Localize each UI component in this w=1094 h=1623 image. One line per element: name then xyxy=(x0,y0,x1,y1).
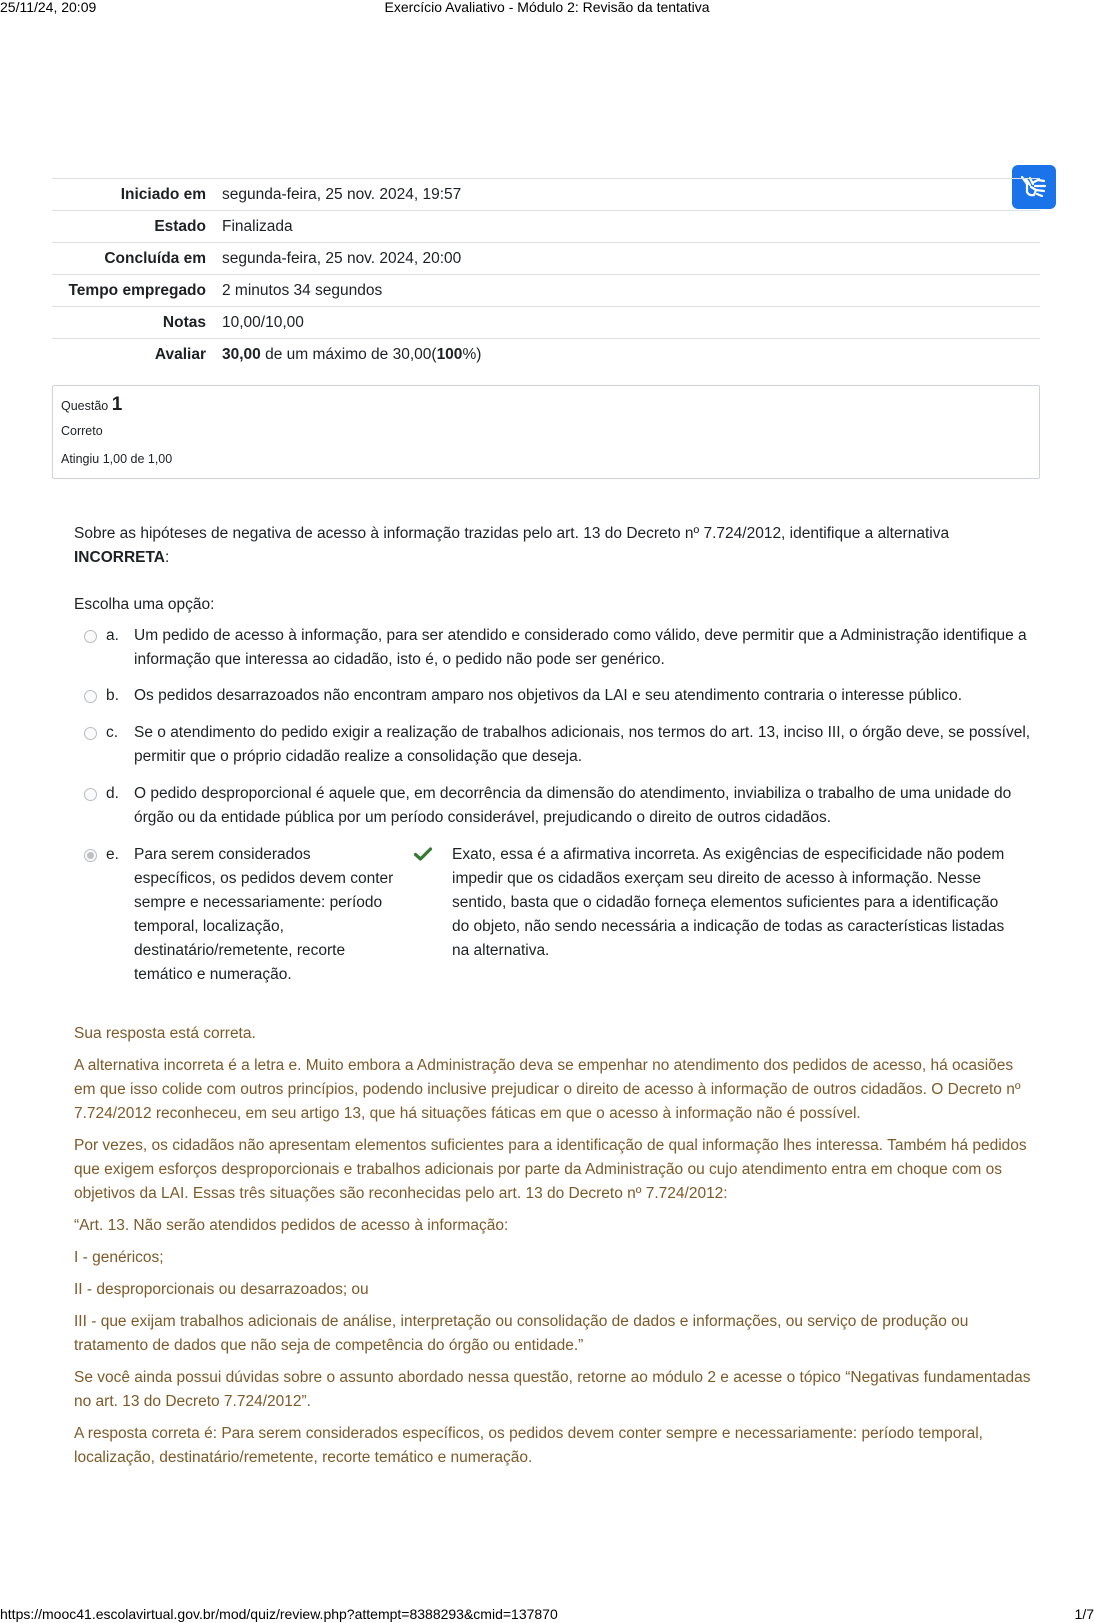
radio-d[interactable] xyxy=(84,788,97,801)
answer-text: Os pedidos desarrazoados não encontram amparo nos objetivos da LAI e seu atendimento contraria o interesse público. xyxy=(134,687,963,704)
summary-row-time xyxy=(52,275,1040,307)
grade-middle: de um máximo de 30,00( xyxy=(260,346,437,363)
answer-text: Para serem considerados específicos, os pedidos devem conter sempre e necessariamente: período temporal, localização, destinatário/remetente, recorte temático e numeração. xyxy=(134,846,394,983)
completed-label: Concluída em xyxy=(52,243,214,275)
summary-row-grade xyxy=(52,339,1040,371)
radio-b[interactable] xyxy=(84,690,97,703)
question-state: Correto xyxy=(61,424,103,438)
grade-value xyxy=(214,339,1040,371)
answer-letter: c. xyxy=(106,724,119,741)
summary-row-state xyxy=(52,211,1040,243)
answer-text: Um pedido de acesso à informação, para ser atendido e considerado como válido, deve permitir que a Administração identifique a informação que interessa ao cidadão, isto é, o pedido não pode ser genérico. xyxy=(134,627,1027,668)
marks-label: Notas xyxy=(52,307,214,339)
print-header xyxy=(0,0,1094,18)
answer-prompt: Escolha uma opção: xyxy=(74,596,215,613)
feedback-paragraph: Por vezes, os cidadãos não apresentam elementos suficientes para a identificação de qual informação lhes interessa. Também há pedidos que exigem esforços desproporcionais e trabalhos adicionais por parte da Administração ou cujo atendimento entra em choque com os objetivos da LAI. Essas três situações são reconhecidas pelo art. 13 do Decreto nº 7.724/2012: xyxy=(74,1137,1027,1202)
answer-feedback: Exato, essa é a afirmativa incorreta. As exigências de especificidade não podem impedir que os cidadãos exerçam seu direito de acesso à informação. Nesse sentido, basta que o cidadão forneça elementos suficientes para a identificação do objeto, não sendo necessária a indicação de todas as características listadas na alternativa. xyxy=(452,846,1005,959)
feedback-paragraph: A alternativa incorreta é a letra e. Muito embora a Administração deva se empenhar no atendimento dos pedidos de acesso, há ocasiões em que isso colide com outros princípios, podendo inclusive prejudicar o direito de acesso à informação de outros cidadãos. O Decreto nº 7.724/2012 reconheceu, em seu artigo 13, que há situações fáticas em que o acesso à informação não é possível. xyxy=(74,1057,1021,1122)
grade-label: Avaliar xyxy=(52,339,214,371)
question-info-box xyxy=(52,385,1040,479)
state-value: Finalizada xyxy=(214,211,1040,243)
feedback-paragraph: Sua resposta está correta. xyxy=(74,1025,256,1042)
summary-row-marks xyxy=(52,307,1040,339)
state-label: Estado xyxy=(52,211,214,243)
question-text-main: Sobre as hipóteses de negativa de acesso à informação trazidas pelo art. 13 do Decreto nº 7.724/2012, identifique a alternativa xyxy=(74,525,950,542)
question-text xyxy=(74,522,1034,570)
print-title: Exercício Avaliativo - Módulo 2: Revisão da tentativa xyxy=(384,0,710,15)
print-url: https://mooc41.escolavirtual.gov.br/mod/quiz/review.php?attempt=8388293&cmid=137870 xyxy=(0,1606,558,1622)
answer-text: O pedido desproporcional é aquele que, em decorrência da dimensão do atendimento, inviabiliza o trabalho de uma unidade do órgão ou da entidade pública por um período considerável, prejudicando o direito de outros cidadãos. xyxy=(134,785,1012,826)
time-label: Tempo empregado xyxy=(52,275,214,307)
grade-percent: 100 xyxy=(436,346,463,363)
summary-row-completed xyxy=(52,243,1040,275)
answer-letter: a. xyxy=(106,627,119,644)
print-date: 25/11/24, 20:09 xyxy=(0,0,97,15)
completed-value: segunda-feira, 25 nov. 2024, 20:00 xyxy=(214,243,1040,275)
feedback-paragraph: “Art. 13. Não serão atendidos pedidos de acesso à informação: xyxy=(74,1217,509,1234)
marks-value: 10,00/10,00 xyxy=(214,307,1040,339)
question-label: Questão xyxy=(61,399,109,413)
started-value: segunda-feira, 25 nov. 2024, 19:57 xyxy=(214,179,1040,211)
radio-a[interactable] xyxy=(84,630,97,643)
feedback-paragraph: A resposta correta é: Para serem considerados específicos, os pedidos devem conter sempre e necessariamente: período temporal, localização, destinatário/remetente, recorte temático e numeração. xyxy=(74,1425,983,1466)
attempt-summary-table xyxy=(52,178,1040,370)
question-text-end: : xyxy=(165,549,170,566)
summary-row-started xyxy=(52,179,1040,211)
question-number-value: 1 xyxy=(111,394,123,415)
radio-e[interactable] xyxy=(84,849,97,862)
answer-text: Se o atendimento do pedido exigir a realização de trabalhos adicionais, nos termos do art. 13, inciso III, o órgão deve, se possível, permitir que o próprio cidadão realize a consolidação que deseja. xyxy=(134,724,1031,765)
grade-score: 30,00 xyxy=(222,346,261,363)
print-footer xyxy=(0,1604,1094,1623)
answer-letter: d. xyxy=(106,785,119,802)
print-page-number: 1/7 xyxy=(1074,1606,1094,1622)
check-icon xyxy=(414,847,432,861)
time-value: 2 minutos 34 segundos xyxy=(214,275,1040,307)
question-number xyxy=(61,394,122,416)
question-text-bold: INCORRETA xyxy=(74,549,165,566)
general-feedback xyxy=(74,1022,1034,1478)
answer-letter: e. xyxy=(106,846,119,863)
answer-letter: b. xyxy=(106,687,119,704)
feedback-paragraph: I - genéricos; xyxy=(74,1249,164,1266)
feedback-paragraph: Se você ainda possui dúvidas sobre o assunto abordado nessa questão, retorne ao módulo 2 e acesse o tópico “Negativas fundamentadas no art. 13 do Decreto 7.724/2012”. xyxy=(74,1369,1031,1410)
feedback-paragraph: III - que exijam trabalhos adicionais de análise, interpretação ou consolidação de dados e informações, ou serviço de produção ou tratamento de dados que não seja de competência do órgão ou entidade.” xyxy=(74,1313,969,1354)
feedback-paragraph: II - desproporcionais ou desarrazoados; ou xyxy=(74,1281,369,1298)
started-label: Iniciado em xyxy=(52,179,214,211)
radio-c[interactable] xyxy=(84,727,97,740)
grade-end: %) xyxy=(462,346,482,363)
question-grade: Atingiu 1,00 de 1,00 xyxy=(61,452,173,466)
